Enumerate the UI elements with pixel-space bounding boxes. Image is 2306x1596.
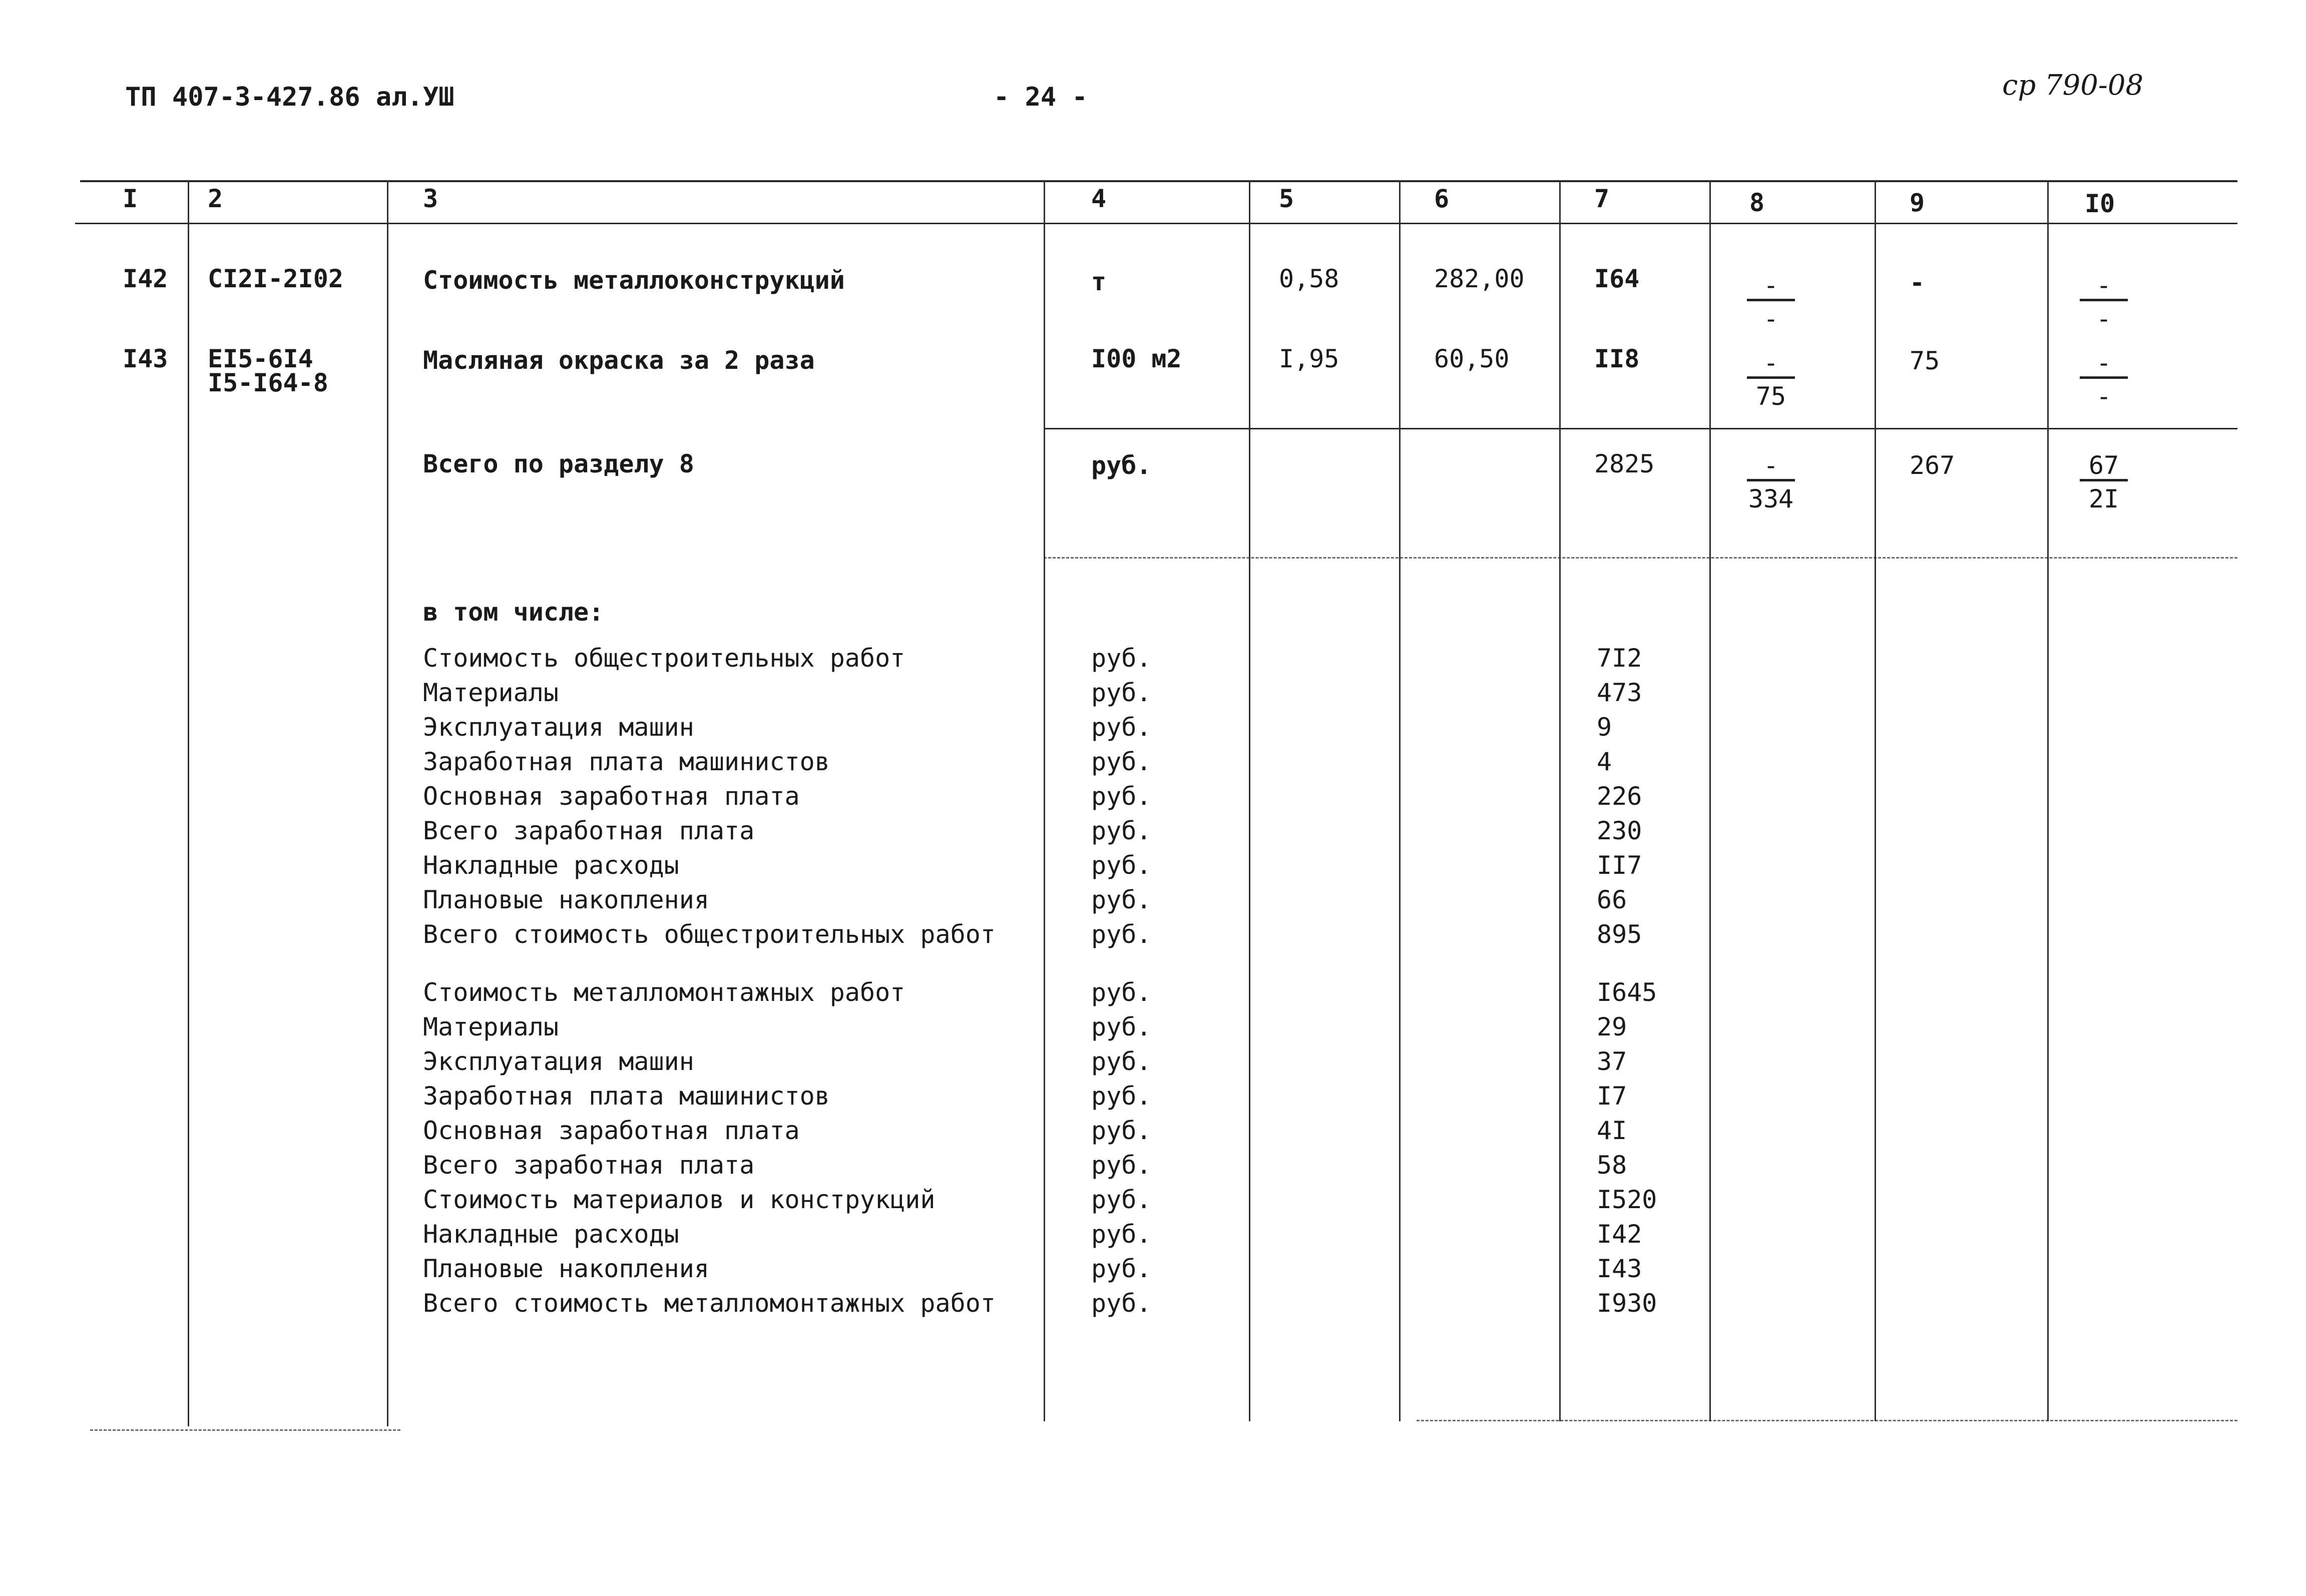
list-item-value: 4I (1597, 1116, 1627, 1145)
fraction-numerator: - (1747, 350, 1795, 379)
row-quantity: 0,58 (1279, 264, 1339, 293)
list-item-unit: руб. (1091, 1116, 1152, 1145)
header-bottom-rule (75, 223, 2237, 224)
list-item-value: I42 (1597, 1220, 1642, 1249)
column-header-9: 9 (1910, 188, 1925, 217)
list-item-unit: руб. (1091, 885, 1152, 914)
list-item-unit: руб. (1091, 1082, 1152, 1111)
list-item-value: 7I2 (1597, 644, 1642, 673)
list-item-value: 4 (1597, 747, 1612, 776)
row-total: II8 (1594, 344, 1640, 373)
row-code-2: I5-I64-8 (208, 368, 328, 397)
fraction-denominator: - (2096, 304, 2112, 333)
row-col8-fraction (1747, 350, 1795, 410)
row-code: EI5-6I4 (208, 344, 313, 373)
table-bottom-rule-right (1417, 1420, 2237, 1421)
list-item-unit: руб. (1091, 713, 1152, 742)
list-item-value: 9 (1597, 713, 1612, 742)
list-item-value: 29 (1597, 1012, 1627, 1041)
row-code: CI2I-2I02 (208, 264, 343, 293)
list-item-unit: руб. (1091, 1151, 1152, 1180)
section-total-col8-fraction (1747, 453, 1795, 512)
list-item: Стоимость общестроительных работ (423, 644, 905, 673)
row-unit: т (1091, 267, 1107, 296)
section-total-col9: 267 (1910, 451, 1955, 480)
row-number: I42 (123, 264, 168, 293)
row-unit-price: 60,50 (1434, 344, 1510, 373)
column-divider-5 (1399, 180, 1401, 1421)
list-item: Накладные расходы (423, 1220, 679, 1249)
list-item: Всего заработная плата (423, 816, 755, 845)
list-item-value: 58 (1597, 1151, 1627, 1180)
column-header-7: 7 (1594, 184, 1610, 213)
list-item-unit: руб. (1091, 678, 1152, 707)
column-divider-9 (2047, 180, 2049, 1421)
column-header-3: 3 (423, 184, 438, 213)
fraction-denominator: 2I (2088, 484, 2119, 513)
list-item-unit: руб. (1091, 978, 1152, 1007)
list-item: Всего стоимость общестроительных работ (423, 920, 996, 949)
column-divider-6 (1559, 180, 1561, 1421)
list-item-value: 226 (1597, 782, 1642, 811)
row-unit: I00 м2 (1091, 344, 1182, 373)
list-item-unit: руб. (1091, 1289, 1152, 1318)
column-divider-3 (1044, 180, 1045, 1421)
column-divider-8 (1875, 180, 1876, 1421)
section-total-col10-fraction (2080, 453, 2128, 512)
row-number: I43 (123, 344, 168, 373)
fraction-numerator: - (1747, 453, 1795, 481)
list-item-value: I930 (1597, 1289, 1657, 1318)
fraction-numerator: - (1747, 273, 1795, 301)
row-col9: 75 (1910, 346, 1940, 375)
column-header-10: I0 (2085, 189, 2115, 218)
row-col10-fraction (2080, 350, 2128, 410)
row-quantity: I,95 (1279, 344, 1339, 373)
row-col10-fraction (2080, 273, 2128, 332)
document-code: ТП 407-3-427.86 ал.УШ (125, 82, 454, 112)
column-divider-4 (1249, 180, 1250, 1421)
list-item: Всего стоимость металломонтажных работ (423, 1289, 996, 1318)
list-item: Основная заработная плата (423, 1116, 800, 1145)
list-item: Накладные расходы (423, 851, 679, 880)
list-item-unit: руб. (1091, 851, 1152, 880)
column-divider-2 (387, 180, 388, 1426)
list-item: Эксплуатация машин (423, 1047, 694, 1076)
row-col9: - (1910, 268, 1925, 297)
section-total-value: 2825 (1594, 449, 1655, 478)
list-item-value: I645 (1597, 978, 1657, 1007)
list-item-unit: руб. (1091, 920, 1152, 949)
including-label: в том числе: (423, 598, 604, 627)
list-item-value: 66 (1597, 885, 1627, 914)
column-header-6: 6 (1434, 184, 1450, 213)
handwritten-note: ср 790-08 (2002, 69, 2144, 102)
list-item-value: I7 (1597, 1082, 1627, 1111)
list-item-value: I520 (1597, 1185, 1657, 1214)
list-item-value: II7 (1597, 851, 1642, 880)
fraction-numerator: - (2080, 350, 2128, 379)
list-item: Плановые накопления (423, 885, 709, 914)
table-top-rule (80, 180, 2237, 182)
list-item-unit: руб. (1091, 1185, 1152, 1214)
column-divider-7 (1709, 180, 1711, 1421)
list-item-unit: руб. (1091, 782, 1152, 811)
fraction-denominator: 75 (1755, 382, 1786, 411)
fraction-numerator: 67 (2080, 453, 2128, 481)
list-item-unit: руб. (1091, 1047, 1152, 1076)
list-item: Плановые накопления (423, 1254, 709, 1283)
table-bottom-rule-left (90, 1429, 400, 1431)
section-total-rule (1044, 428, 2237, 429)
list-item: Заработная плата машинистов (423, 1082, 830, 1111)
row-name: Стоимость металлоконструкций (423, 266, 845, 295)
section-total-label: Всего по разделу 8 (423, 449, 694, 478)
column-header-4: 4 (1091, 184, 1107, 213)
row-unit-price: 282,00 (1434, 264, 1525, 293)
list-item: Всего заработная плата (423, 1151, 755, 1180)
list-item-unit: руб. (1091, 1220, 1152, 1249)
row-total: I64 (1594, 264, 1640, 293)
list-item-unit: руб. (1091, 1012, 1152, 1041)
section-total-bottom-rule (1044, 557, 2237, 559)
list-item-value: 473 (1597, 678, 1642, 707)
list-item: Основная заработная плата (423, 782, 800, 811)
list-item-value: 37 (1597, 1047, 1627, 1076)
column-header-2: 2 (208, 184, 223, 213)
column-header-5: 5 (1279, 184, 1294, 213)
list-item-value: I43 (1597, 1254, 1642, 1283)
list-item: Стоимость металломонтажных работ (423, 978, 905, 1007)
column-divider-1 (188, 180, 189, 1426)
list-item: Материалы (423, 678, 559, 707)
list-item-value: 230 (1597, 816, 1642, 845)
list-item-value: 895 (1597, 920, 1642, 949)
column-header-1: I (123, 184, 138, 213)
section-total-unit: руб. (1091, 451, 1152, 480)
row-name: Масляная окраска за 2 раза (423, 346, 815, 375)
fraction-denominator: - (1763, 304, 1779, 333)
fraction-denominator: - (2096, 382, 2112, 411)
list-item: Заработная плата машинистов (423, 747, 830, 776)
column-header-8: 8 (1749, 188, 1765, 217)
fraction-numerator: - (2080, 273, 2128, 301)
list-item-unit: руб. (1091, 644, 1152, 673)
fraction-denominator: 334 (1748, 484, 1794, 513)
list-item-unit: руб. (1091, 816, 1152, 845)
list-item: Стоимость материалов и конструкций (423, 1185, 936, 1214)
list-item-unit: руб. (1091, 747, 1152, 776)
row-col8-fraction (1747, 273, 1795, 332)
list-item: Эксплуатация машин (423, 713, 694, 742)
list-item-unit: руб. (1091, 1254, 1152, 1283)
page-number: - 24 - (994, 82, 1088, 112)
list-item: Материалы (423, 1012, 559, 1041)
